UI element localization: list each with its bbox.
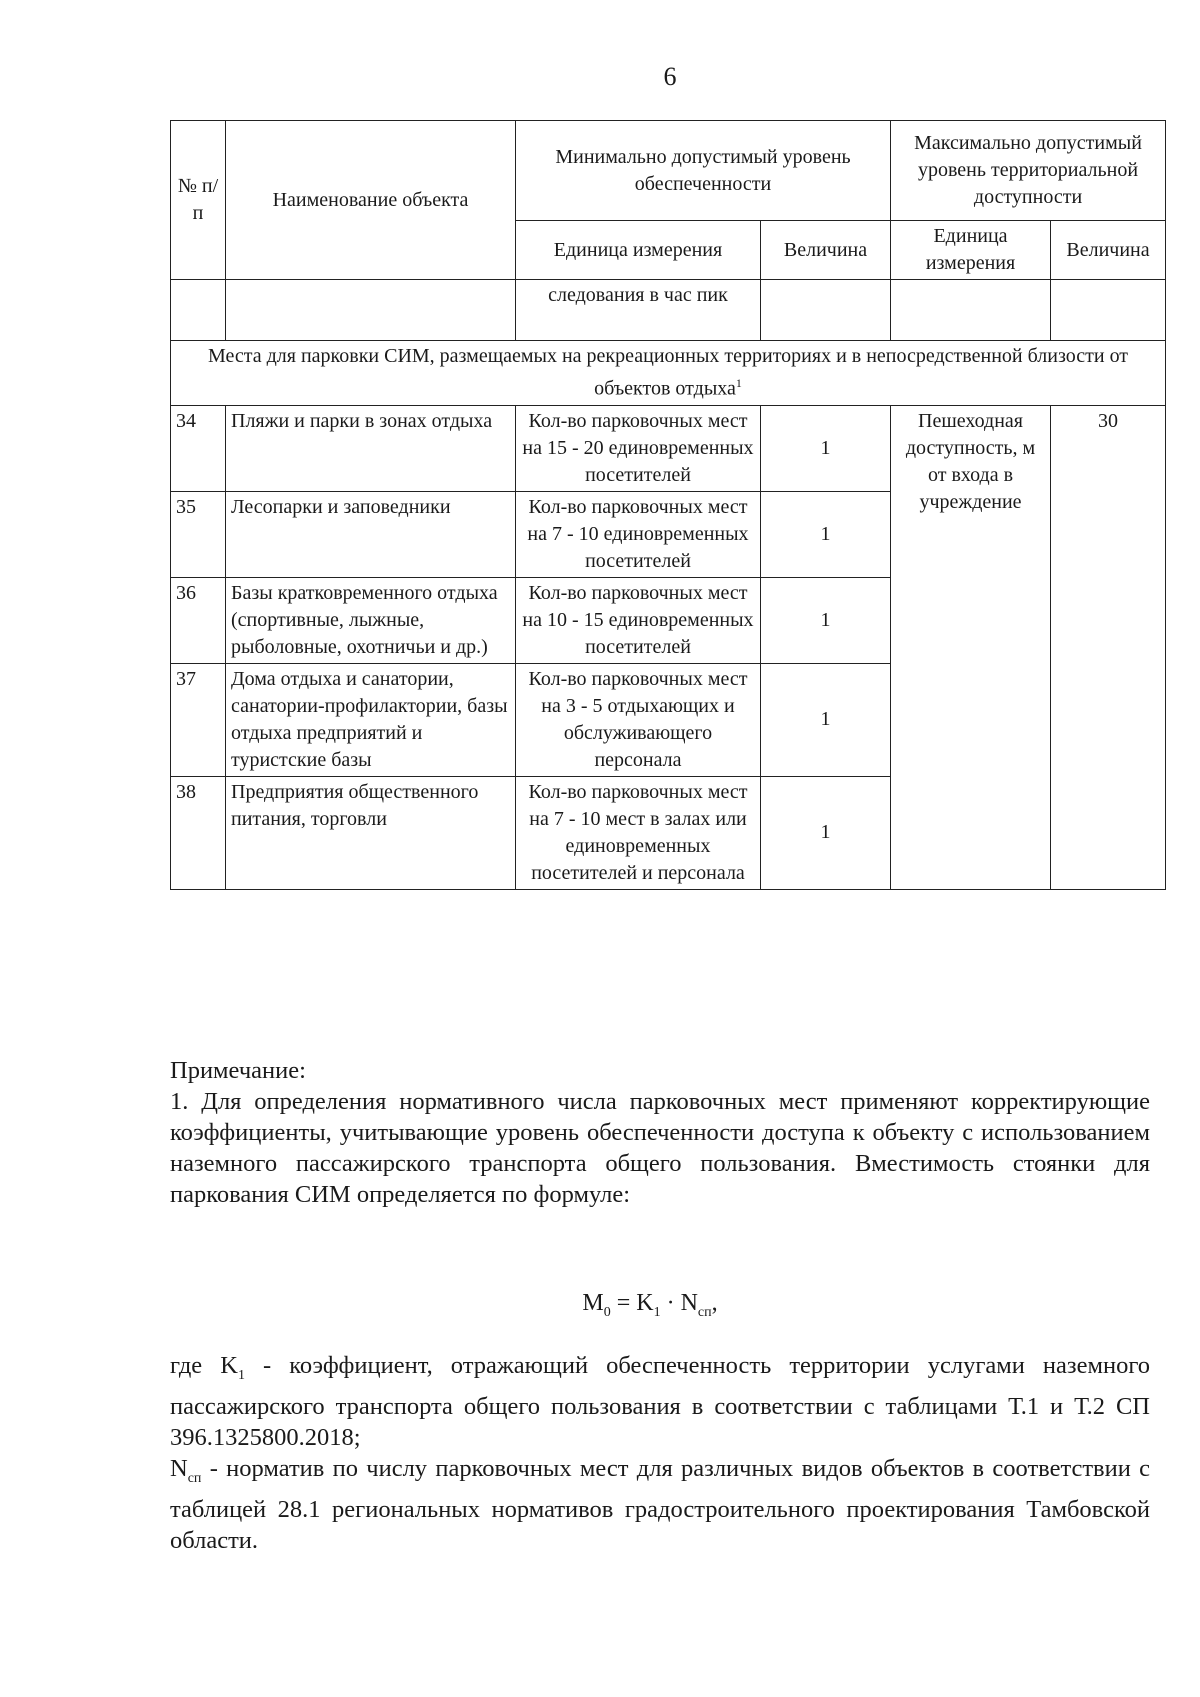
row-value: 1 <box>761 776 891 889</box>
row-unit: Кол-во парковочных мест на 15 - 20 единовременных посетителей <box>516 405 761 491</box>
max-unit: Пешеходная доступность, м от входа в учреждение <box>891 405 1051 889</box>
row-unit: Кол-во парковочных мест на 7 - 10 мест в залах или единовременных посетителей и персонала <box>516 776 761 889</box>
page-number: 6 <box>663 62 677 91</box>
row-num: 34 <box>171 405 226 491</box>
definition-k: где $K_1$ - коэффициент, отражающий обеспеченность территории услугами наземного пассажирского транспорта общего пользования в соответствии с таблицами Т.1 и Т.2 СП 396.1325800.2018; <box>170 1352 1151 1451</box>
header-max-level: Максимально допустимый уровень территориальной доступности <box>891 121 1166 221</box>
header-max-value: Величина <box>1051 221 1166 280</box>
carryover-text: следования в час пик <box>516 280 761 341</box>
row-value: 1 <box>761 491 891 577</box>
row-unit: Кол-во парковочных мест на 10 - 15 единовременных посетителей <box>516 577 761 663</box>
note-title: Примечание: <box>170 1057 306 1084</box>
row-num: 36 <box>171 577 226 663</box>
row-unit: Кол-во парковочных мест на 7 - 10 единовременных посетителей <box>516 491 761 577</box>
row-value: 1 <box>761 663 891 776</box>
header-name: Наименование объекта <box>226 121 516 280</box>
formula: $M_0 = K_1 \cdot N_{сп}$, <box>582 1290 718 1320</box>
row-name: Лесопарки и заповедники <box>226 491 516 577</box>
definition-n: $N_{сп}$ - норматив по числу парковочных мест для различных видов объектов в соответствии с таблицей 28.1 региональных нормативов градостроительного проектирования Тамбовской области. <box>170 1454 1150 1554</box>
header-min-level: Минимально допустимый уровень обеспеченности <box>516 121 891 221</box>
section-row <box>171 341 1166 406</box>
carryover-row <box>171 280 1166 341</box>
note-paragraph-1: 1. Для определения нормативного числа парковочных мест применяют корректирующие коэффициенты, учитывающие уровень обеспеченности доступа к объекту с использованием наземного пассажирского транспорта общего пользования. Вместимость стоянки для паркования СИМ определяется по формуле: <box>170 1088 1150 1208</box>
header-row <box>171 121 1166 221</box>
row-name: Пляжи и парки в зонах отдыха <box>226 405 516 491</box>
row-num: 38 <box>171 776 226 889</box>
header-num: № п/п <box>171 121 226 280</box>
header-min-value: Величина <box>761 221 891 280</box>
row-name: Дома отдыха и санатории, санатории-профилактории, базы отдыха предприятий и туристские базы <box>226 663 516 776</box>
header-min-unit: Единица измерения <box>516 221 761 280</box>
note-block <box>170 1055 1150 1210</box>
norms-table <box>170 120 1166 890</box>
row-num: 37 <box>171 663 226 776</box>
row-num: 35 <box>171 491 226 577</box>
row-value: 1 <box>761 405 891 491</box>
definitions <box>170 1350 1150 1556</box>
footnote-mark: 1 <box>735 376 742 390</box>
section-title: Места для парковки СИМ, размещаемых на рекреационных территориях и в непосредственной близости от объектов отдыха$^1$ <box>171 341 1166 406</box>
row-name: Базы кратковременного отдыха (спортивные, лыжные, рыболовные, охотничьи и др.) <box>226 577 516 663</box>
table-row <box>171 405 1166 491</box>
max-value: 30 <box>1051 405 1166 889</box>
row-name: Предприятия общественного питания, торговли <box>226 776 516 889</box>
row-unit: Кол-во парковочных мест на 3 - 5 отдыхающих и обслуживающего персонала <box>516 663 761 776</box>
row-value: 1 <box>761 577 891 663</box>
header-max-unit: Единица измерения <box>891 221 1051 280</box>
